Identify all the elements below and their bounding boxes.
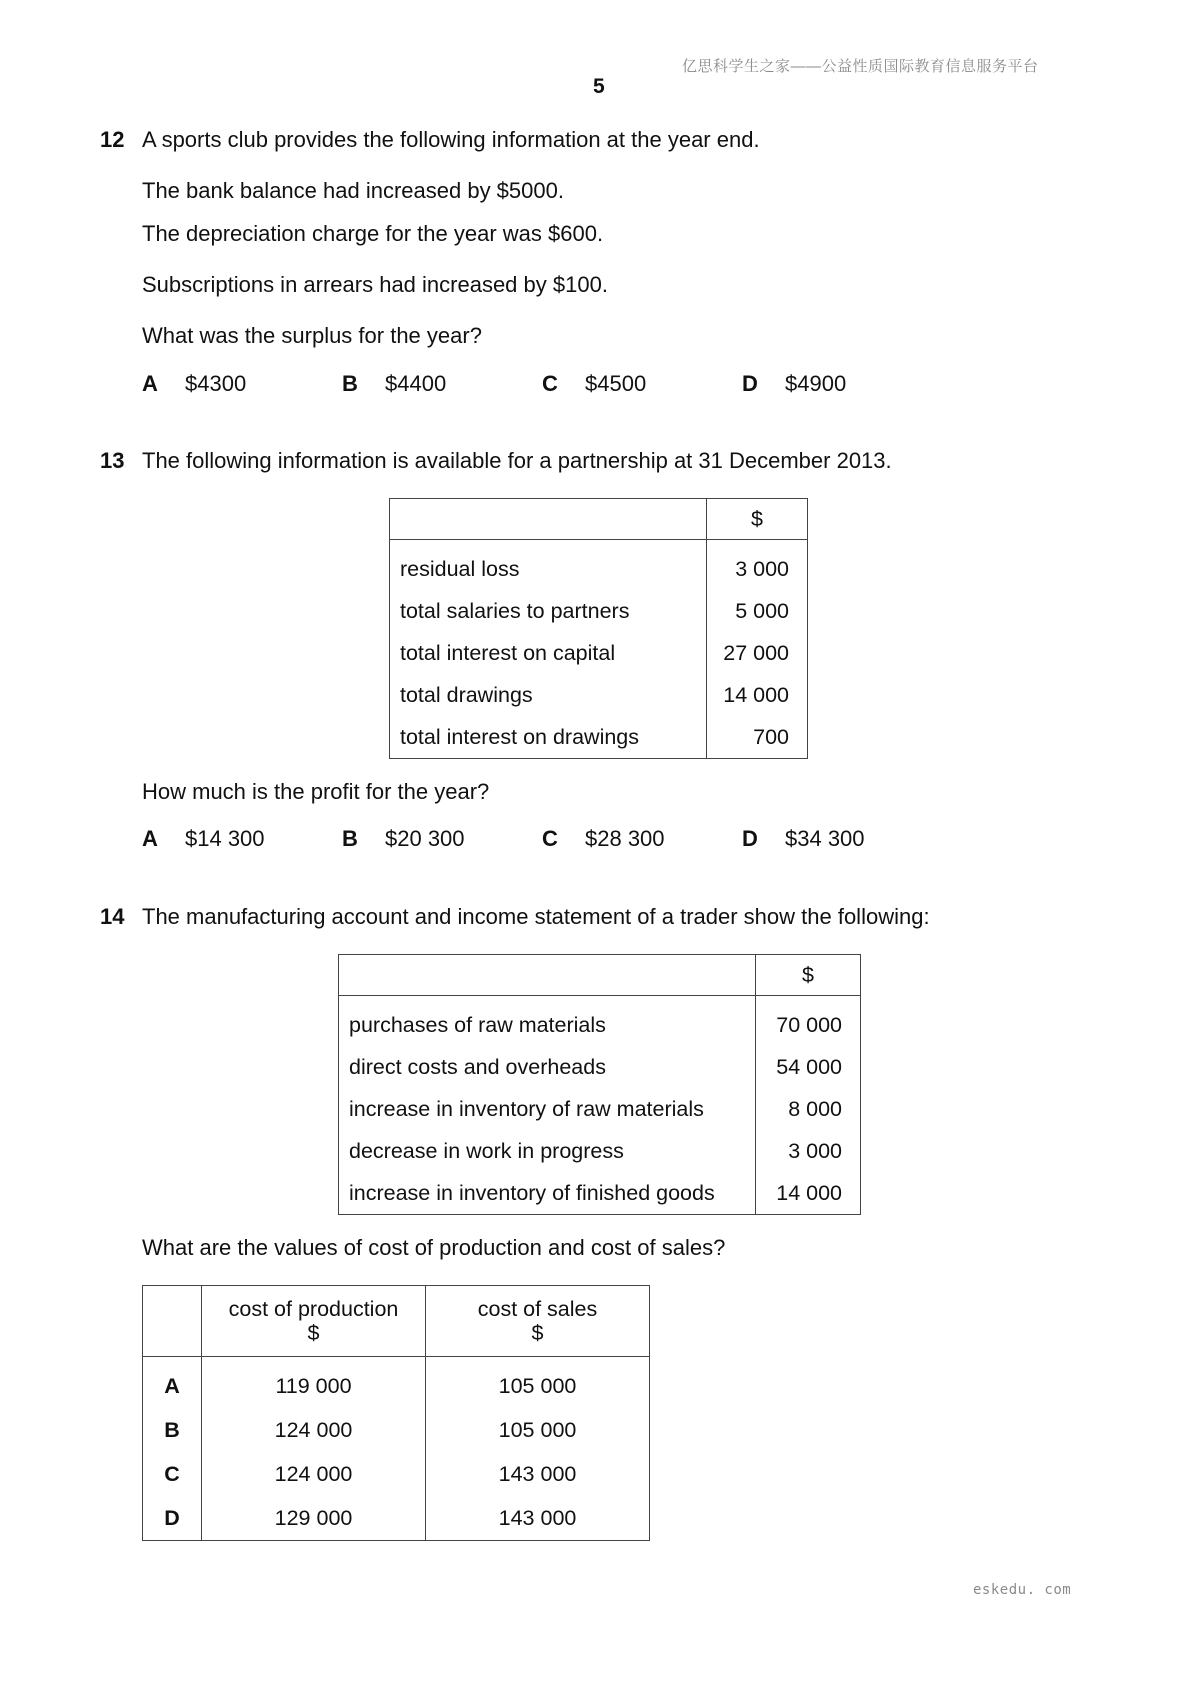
table-cell-amount: 14 000 xyxy=(707,674,808,716)
choices-header-production-title: cost of production xyxy=(228,1297,399,1321)
table-cell-label: increase in inventory of raw materials xyxy=(339,1088,756,1130)
question-12-line-3: Subscriptions in arrears had increased by $100. xyxy=(142,272,608,297)
table-row xyxy=(143,1357,650,1409)
choices-header-sales-title: cost of sales xyxy=(477,1297,598,1321)
table-row xyxy=(339,996,861,1047)
answer-choices-table xyxy=(142,1285,650,1541)
q12-option-d-letter: D xyxy=(742,371,758,396)
choices-header-production-unit: $ xyxy=(307,1321,320,1345)
table-cell-amount: 3 000 xyxy=(707,540,808,591)
q12-option-a-text: $4300 xyxy=(185,371,247,396)
table-cell-amount: 70 000 xyxy=(756,996,861,1047)
partnership-table xyxy=(389,498,808,759)
question-12-stem: A sports club provides the following information at the year end. xyxy=(142,127,760,152)
table-cell-amount: 14 000 xyxy=(756,1172,861,1215)
q13-option-d-text: $34 300 xyxy=(785,826,865,851)
q12-option-c-letter: C xyxy=(542,371,558,396)
choice-sales: 143 000 xyxy=(426,1496,650,1541)
table-row xyxy=(390,540,808,591)
q12-option-d-text: $4900 xyxy=(785,371,847,396)
choice-production: 119 000 xyxy=(202,1357,426,1409)
table-cell-label: total interest on capital xyxy=(390,632,707,674)
table-cell-amount: 8 000 xyxy=(756,1088,861,1130)
question-12-line-2: The depreciation charge for the year was $600. xyxy=(142,221,604,246)
question-13-stem: The following information is available for a partnership at 31 December 2013. xyxy=(142,448,892,473)
question-14-prompt: What are the values of cost of production and cost of sales? xyxy=(142,1235,726,1260)
question-12-prompt: What was the surplus for the year? xyxy=(142,323,482,348)
choices-header-production xyxy=(202,1286,426,1357)
q13-option-a-text: $14 300 xyxy=(185,826,265,851)
page-number: 5 xyxy=(593,75,605,98)
question-13-prompt: How much is the profit for the year? xyxy=(142,779,490,804)
table-cell-amount: 3 000 xyxy=(756,1130,861,1172)
choices-header-sales-unit: $ xyxy=(531,1321,544,1345)
table-row xyxy=(143,1452,650,1496)
table-cell-label: total interest on drawings xyxy=(390,716,707,759)
watermark-text: 亿思科学生之家——公益性质国际教育信息服务平台 xyxy=(682,58,1039,75)
q13-option-b-text: $20 300 xyxy=(385,826,465,851)
partnership-table-currency: $ xyxy=(707,499,808,540)
table-row xyxy=(390,716,808,759)
q13-option-c-text: $28 300 xyxy=(585,826,665,851)
q12-option-b-text: $4400 xyxy=(385,371,447,396)
choice-letter: B xyxy=(143,1408,202,1452)
choice-production: 124 000 xyxy=(202,1452,426,1496)
table-cell-amount: 5 000 xyxy=(707,590,808,632)
choice-sales: 105 000 xyxy=(426,1408,650,1452)
choice-letter: D xyxy=(143,1496,202,1541)
table-row xyxy=(339,1130,861,1172)
table-row xyxy=(390,632,808,674)
q13-option-b-letter: B xyxy=(342,826,358,851)
q12-option-a-letter: A xyxy=(142,371,158,396)
table-cell-amount: 54 000 xyxy=(756,1046,861,1088)
question-12-line-1: The bank balance had increased by $5000. xyxy=(142,178,564,203)
table-row xyxy=(143,1408,650,1452)
choices-header-blank xyxy=(143,1286,202,1357)
choice-production: 129 000 xyxy=(202,1496,426,1541)
q12-option-b-letter: B xyxy=(342,371,358,396)
manufacturing-table xyxy=(338,954,861,1215)
table-row xyxy=(339,1046,861,1088)
footer-site: eskedu. com xyxy=(973,1582,1072,1598)
table-cell-amount: 27 000 xyxy=(707,632,808,674)
table-cell-label: decrease in work in progress xyxy=(339,1130,756,1172)
q13-option-d-letter: D xyxy=(742,826,758,851)
choices-header-sales xyxy=(426,1286,650,1357)
table-row xyxy=(390,674,808,716)
table-cell-label: total drawings xyxy=(390,674,707,716)
manufacturing-table-header-blank xyxy=(339,955,756,996)
table-row xyxy=(390,590,808,632)
choice-letter: A xyxy=(143,1357,202,1409)
q13-option-c-letter: C xyxy=(542,826,558,851)
q12-option-c-text: $4500 xyxy=(585,371,647,396)
choice-letter: C xyxy=(143,1452,202,1496)
table-row xyxy=(339,1172,861,1215)
table-cell-label: increase in inventory of finished goods xyxy=(339,1172,756,1215)
table-cell-label: direct costs and overheads xyxy=(339,1046,756,1088)
question-number-12: 12 xyxy=(100,127,125,152)
choice-sales: 105 000 xyxy=(426,1357,650,1409)
q13-option-a-letter: A xyxy=(142,826,158,851)
question-14-stem: The manufacturing account and income statement of a trader show the following: xyxy=(142,904,930,929)
table-row xyxy=(339,1088,861,1130)
table-row xyxy=(143,1496,650,1541)
table-cell-label: purchases of raw materials xyxy=(339,996,756,1047)
partnership-table-header-blank xyxy=(390,499,707,540)
table-cell-label: residual loss xyxy=(390,540,707,591)
choice-sales: 143 000 xyxy=(426,1452,650,1496)
question-number-13: 13 xyxy=(100,448,125,473)
manufacturing-table-currency: $ xyxy=(756,955,861,996)
table-cell-label: total salaries to partners xyxy=(390,590,707,632)
question-number-14: 14 xyxy=(100,904,125,929)
table-cell-amount: 700 xyxy=(707,716,808,759)
choice-production: 124 000 xyxy=(202,1408,426,1452)
